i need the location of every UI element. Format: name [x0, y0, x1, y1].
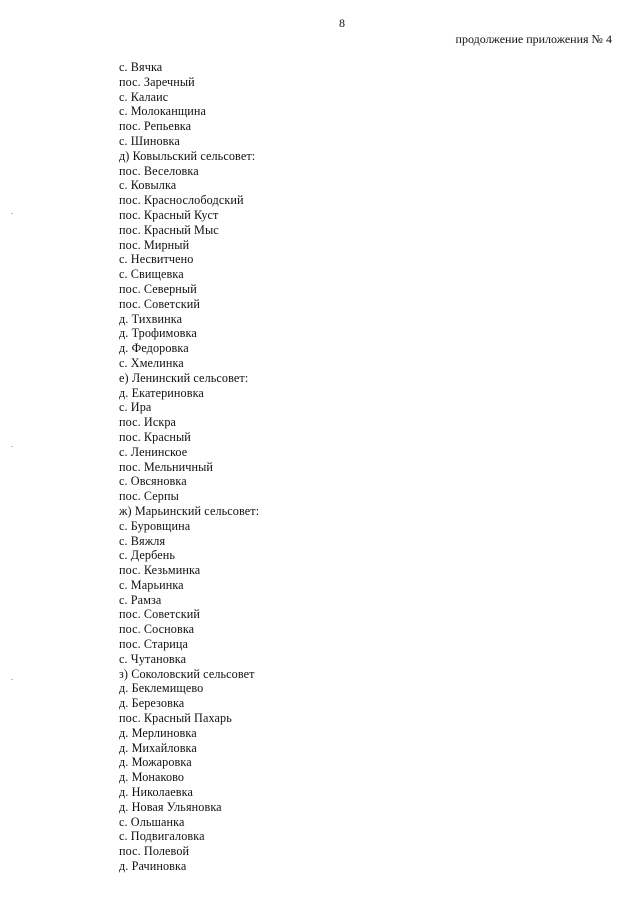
list-item: пос. Мельничный	[119, 459, 214, 474]
list-item: пос. Красный	[119, 429, 191, 444]
list-item: с. Буровщина	[119, 518, 191, 533]
list-item: с. Ира	[119, 400, 152, 415]
list-item: пос. Веселовка	[119, 163, 199, 178]
list-item: пос. Серпы	[119, 489, 179, 504]
section-heading: з) Соколовский сельсовет	[119, 666, 255, 681]
list-item: пос. Советский	[119, 607, 200, 622]
list-item: с. Молоканщина	[119, 104, 207, 119]
list-item: пос. Сосновка	[119, 622, 195, 637]
list-item: пос. Краснослободский	[119, 193, 244, 208]
list-item: с. Шиновка	[119, 133, 180, 148]
list-item: д. Мерлиновка	[119, 725, 197, 740]
list-item: с. Подвигаловка	[119, 829, 205, 844]
list-item: пос. Красный Куст	[119, 207, 219, 222]
list-item: с. Несвитчено	[119, 252, 194, 267]
list-item: с. Вячка	[119, 60, 163, 74]
list-item: с. Дербень	[119, 548, 175, 563]
list-item: с. Ольшанка	[119, 814, 185, 829]
section-heading: ж) Марьинский сельсовет:	[119, 503, 260, 518]
list-item: д. Беклемищево	[119, 681, 204, 696]
list-item: д. Тихвинка	[119, 311, 183, 326]
list-item: д. Березовка	[119, 696, 185, 711]
list-item: пос. Искра	[119, 415, 177, 430]
list-item: д. Михайловка	[119, 740, 197, 755]
list-item: д. Федоровка	[119, 341, 189, 356]
list-item: пос. Советский	[119, 296, 200, 311]
list-item: с. Свищевка	[119, 267, 184, 282]
list-item: д. Новая Ульяновка	[119, 799, 222, 814]
list-item: с. Рамза	[119, 592, 162, 607]
list-item: пос. Северный	[119, 281, 197, 296]
list-item: пос. Кезьминка	[119, 563, 201, 578]
scan-margin-mark	[11, 213, 13, 214]
list-item: пос. Старица	[119, 637, 189, 652]
list-item: пос. Красный Мыс	[119, 222, 219, 237]
list-item: пос. Заречный	[119, 74, 195, 89]
section-heading: е) Ленинский сельсовет:	[119, 370, 249, 385]
list-item: д. Екатериновка	[119, 385, 204, 400]
list-item: с. Овсяновка	[119, 474, 187, 489]
list-item: с. Хмелинка	[119, 355, 184, 370]
list-item: д. Николаевка	[119, 785, 193, 800]
list-item: д. Можаровка	[119, 755, 192, 770]
list-item: д. Монаково	[119, 770, 185, 785]
scan-margin-mark	[11, 679, 13, 680]
appendix-continuation-note: продолжение приложения № 4	[455, 32, 612, 46]
settlement-list	[119, 60, 259, 874]
list-item: д. Рачиновка	[119, 859, 187, 874]
list-item: пос. Репьевка	[119, 119, 192, 134]
list-item: пос. Красный Пахарь	[119, 711, 232, 726]
list-item: с. Ковылка	[119, 178, 177, 193]
list-item: с. Чутановка	[119, 651, 187, 666]
list-item: с. Калаис	[119, 89, 169, 104]
list-item: пос. Мирный	[119, 237, 190, 252]
list-item: с. Марьинка	[119, 577, 184, 592]
scan-margin-mark	[11, 446, 13, 447]
list-item: д. Трофимовка	[119, 326, 197, 341]
list-item: с. Вяжля	[119, 533, 166, 548]
page-number: 8	[339, 16, 345, 30]
section-heading: д) Ковыльский сельсовет:	[119, 148, 256, 163]
list-item: с. Ленинское	[119, 444, 188, 459]
list-item: пос. Полевой	[119, 844, 190, 859]
